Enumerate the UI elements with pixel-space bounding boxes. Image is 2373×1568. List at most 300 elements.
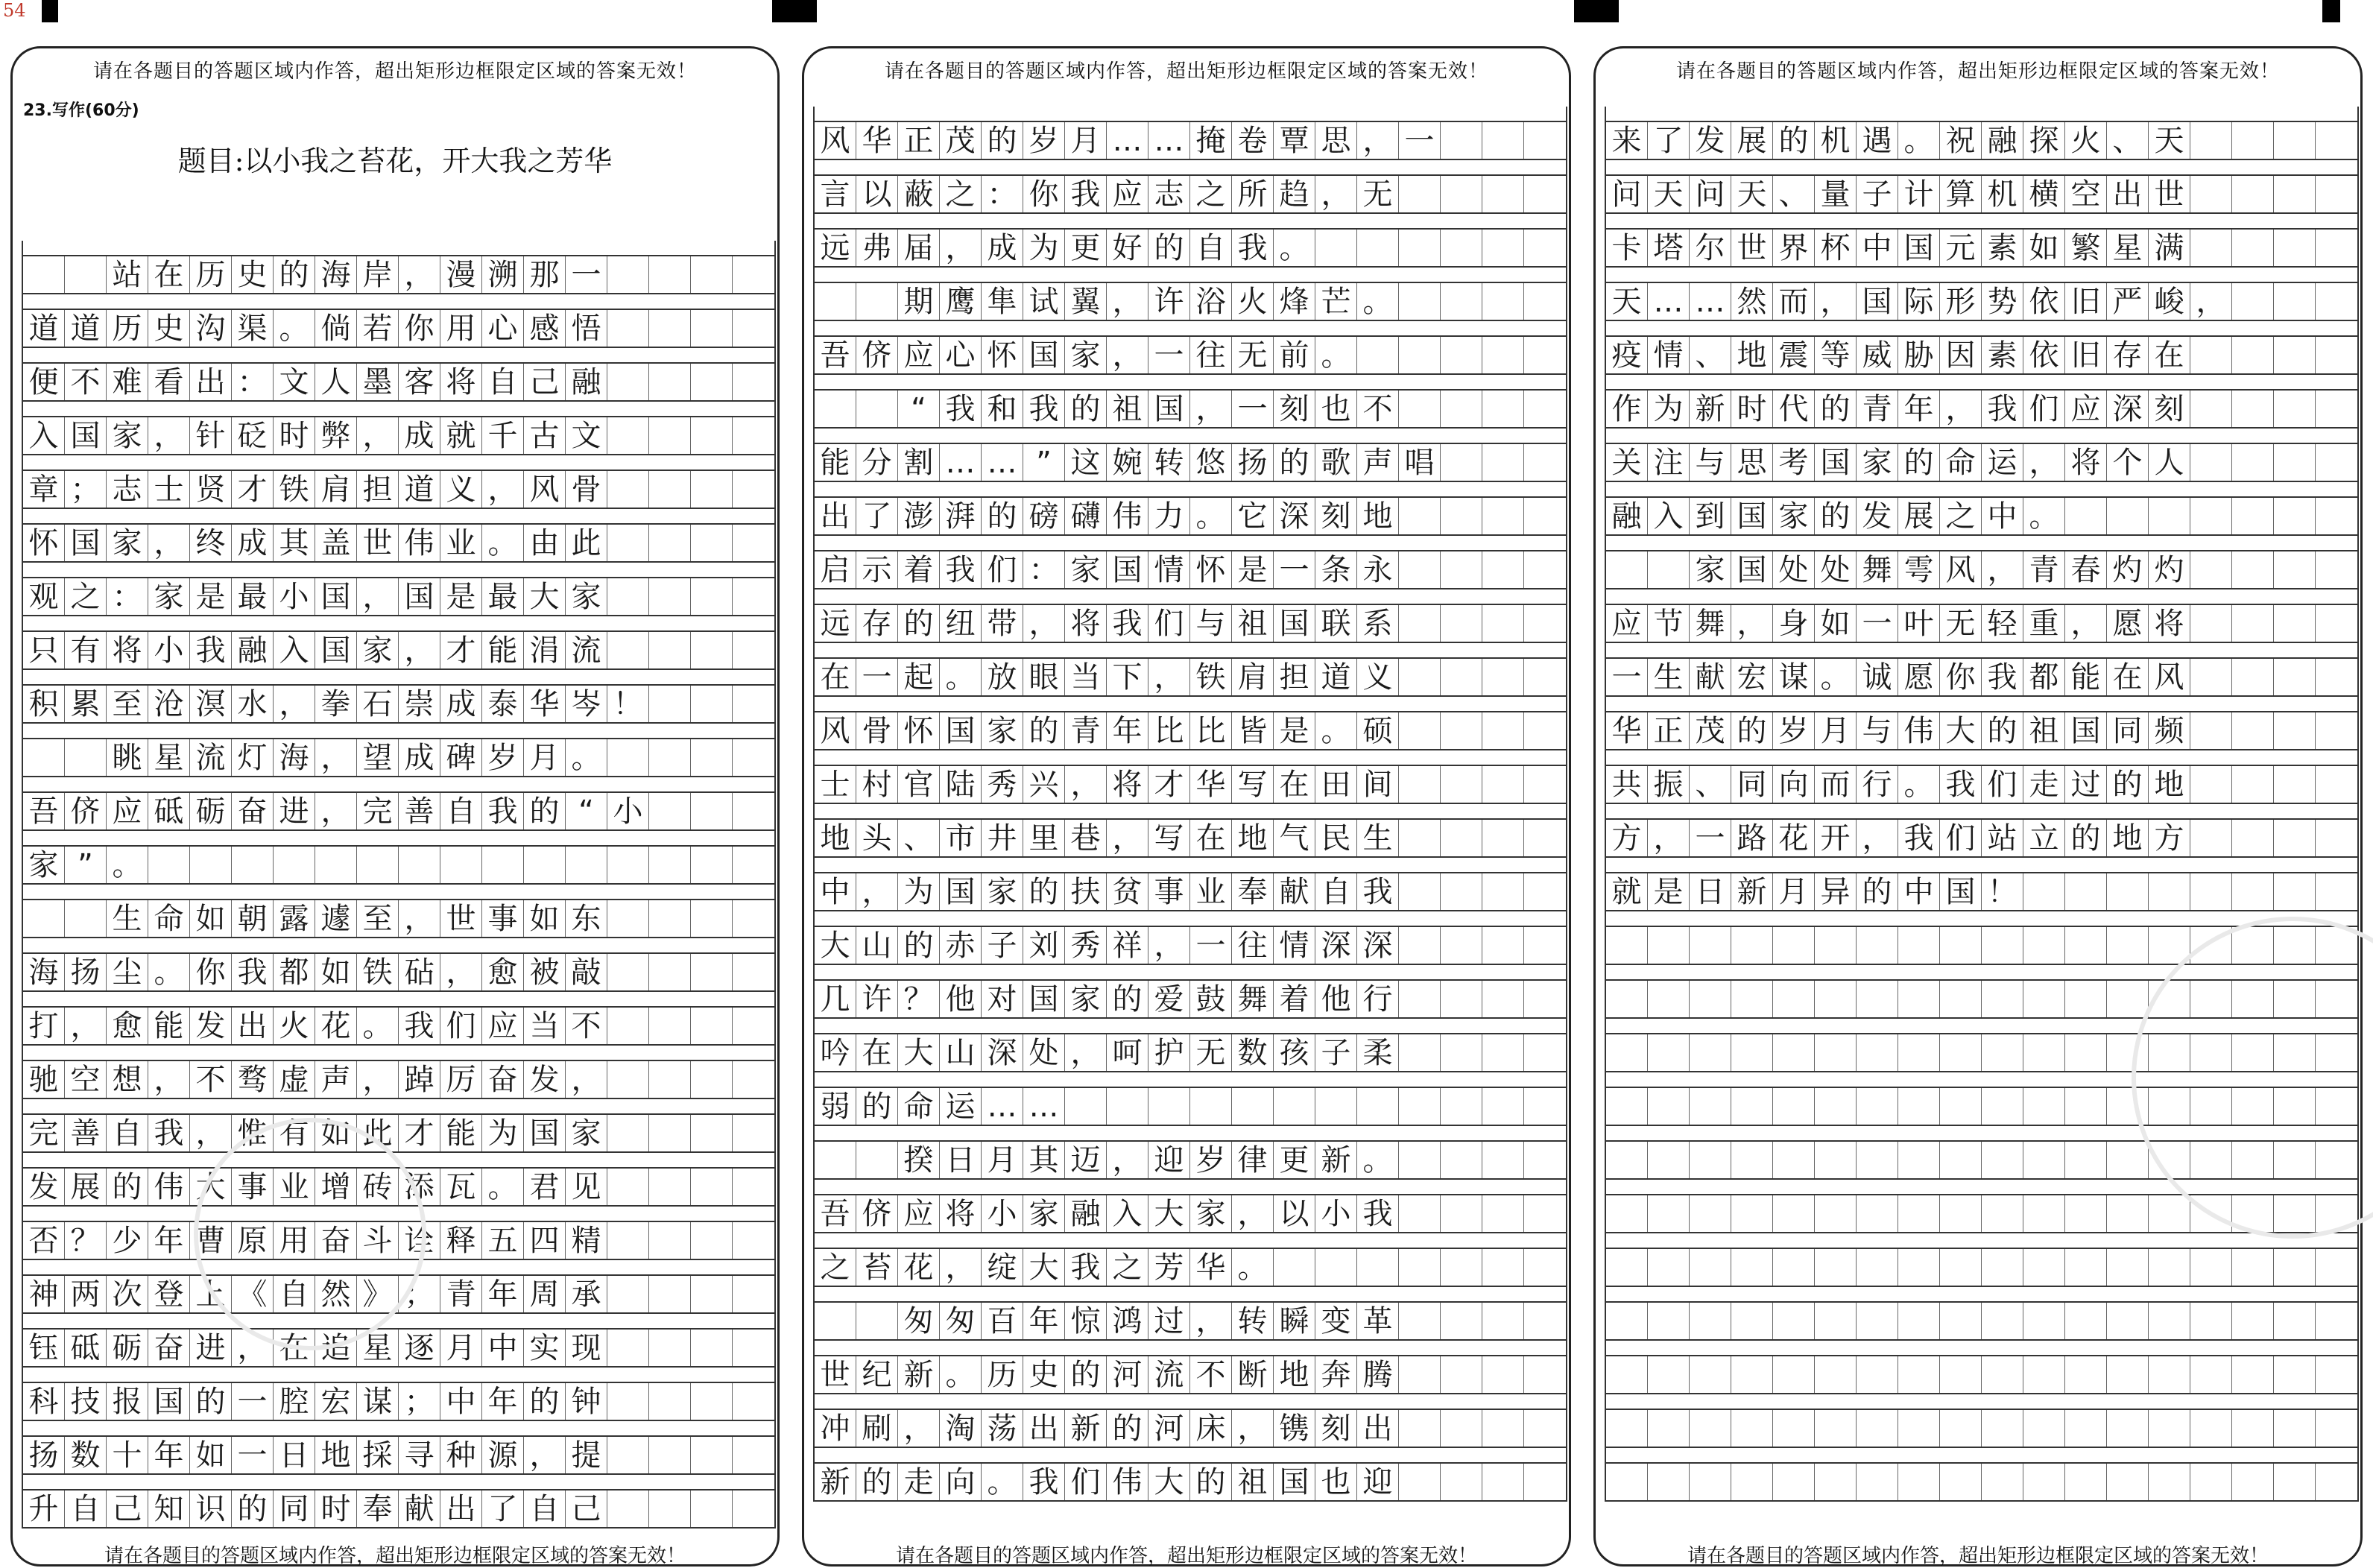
grid-cell: 历	[982, 1356, 1023, 1393]
grid-cell: 如	[315, 1115, 357, 1151]
grid-cell	[2023, 873, 2065, 910]
grid-cell: 驰	[23, 1061, 65, 1098]
grid-cell: 精	[566, 1222, 607, 1259]
grid-cell	[1940, 1142, 1982, 1178]
grid-cell	[566, 847, 607, 883]
grid-cell: 刻	[1315, 498, 1357, 534]
grid-cell: 之	[65, 578, 107, 615]
grid-cell	[65, 256, 107, 293]
grid-cell	[315, 847, 357, 883]
grid-cell: 异	[1815, 873, 1857, 910]
grid-cell: 们	[982, 551, 1023, 588]
grid-cell: 奋	[315, 1222, 357, 1259]
grid-cell: 家	[1065, 337, 1107, 373]
grid-cell	[1982, 1356, 2023, 1393]
grid-cell: 流	[566, 632, 607, 668]
grid-cell	[1982, 981, 2023, 1017]
grid-cell	[691, 686, 733, 722]
grid-cell: 。	[940, 659, 982, 695]
grid-cell: 家	[1065, 981, 1107, 1017]
grid-cell: 深	[2107, 391, 2149, 427]
grid-cell: 。	[1232, 1249, 1274, 1286]
grid-cell: 家	[982, 873, 1023, 910]
grid-cell: 便	[23, 364, 65, 400]
grid-cell: 千	[482, 417, 524, 454]
grid-cell	[1441, 122, 1482, 159]
grid-cell	[1441, 283, 1482, 320]
grid-cell	[2316, 605, 2357, 642]
grid-cell	[1482, 230, 1524, 266]
grid-cell	[1482, 927, 1524, 964]
grid-cell: 採	[357, 1437, 399, 1473]
grid-cell	[1773, 981, 1815, 1017]
grid-cell: 柔	[1357, 1034, 1399, 1071]
grid-cell: 灯	[232, 739, 274, 776]
grid-cell: 井	[982, 820, 1023, 856]
grid-cell: 翼	[1065, 283, 1107, 320]
grid-cell: 月	[524, 739, 566, 776]
grid-cell: 华	[856, 122, 898, 159]
grid-cell: ”	[1023, 444, 1065, 481]
grid-cell	[691, 1330, 733, 1366]
grid-cell	[733, 471, 774, 508]
grid-cell	[2023, 1410, 2065, 1447]
grid-cell: 怀	[1190, 551, 1232, 588]
grid-cell: 世	[1731, 230, 1773, 266]
grid-cell	[2232, 1249, 2274, 1286]
grid-row	[1606, 872, 2357, 911]
grid-cell	[691, 1222, 733, 1259]
grid-cell	[2065, 873, 2107, 910]
grid-cell	[1315, 1088, 1357, 1125]
grid-cell: 不	[65, 364, 107, 400]
grid-cell: 情	[1274, 927, 1315, 964]
grid-cell: 事	[482, 900, 524, 937]
grid-cell: 文	[274, 364, 315, 400]
grid-cell	[733, 954, 774, 990]
grid-cell: ，	[1357, 122, 1399, 159]
grid-cell: 革	[1357, 1303, 1399, 1339]
grid-row	[815, 926, 1566, 965]
grid-cell	[2274, 1088, 2316, 1125]
grid-cell: 一	[566, 256, 607, 293]
grid-cell	[1940, 1303, 1982, 1339]
grid-cell: ，	[1648, 820, 1690, 856]
grid-row	[1606, 496, 2357, 536]
grid-cell	[1399, 712, 1441, 749]
grid-cell: 灼	[2149, 551, 2190, 588]
grid-cell: 们	[2023, 391, 2065, 427]
grid-cell	[1690, 1034, 1731, 1071]
grid-cell: ，	[482, 471, 524, 508]
grid-cell	[1441, 605, 1482, 642]
grid-cell	[23, 256, 65, 293]
grid-cell	[2107, 981, 2149, 1017]
grid-cell: 共	[1606, 766, 1648, 803]
grid-cell	[733, 1276, 774, 1312]
grid-cell	[691, 793, 733, 829]
grid-row	[1606, 1033, 2357, 1072]
grid-cell: 增	[315, 1169, 357, 1205]
grid-cell: 。	[107, 847, 148, 883]
grid-cell	[1524, 659, 1566, 695]
grid-cell: 的	[1857, 873, 1898, 910]
grid-cell	[2190, 444, 2232, 481]
grid-cell: 祥	[1107, 927, 1148, 964]
grid-cell: 写	[1148, 820, 1190, 856]
grid-cell	[1815, 927, 1857, 964]
grid-cell: 在	[856, 1034, 898, 1071]
grid-cell	[1399, 1142, 1441, 1178]
grid-cell	[2023, 1142, 2065, 1178]
grid-cell: 镌	[1274, 1410, 1315, 1447]
grid-cell	[1898, 1303, 1940, 1339]
grid-cell: ，	[148, 525, 190, 561]
grid-cell: 我	[1023, 1464, 1065, 1500]
grid-cell: 地	[1274, 1356, 1315, 1393]
grid-cell: 时	[274, 417, 315, 454]
grid-cell	[2316, 230, 2357, 266]
grid-cell: 升	[23, 1490, 65, 1527]
grid-cell: 风	[1940, 551, 1982, 588]
grid-cell: 完	[23, 1115, 65, 1151]
grid-cell	[2316, 122, 2357, 159]
grid-cell	[1441, 498, 1482, 534]
grid-cell: 世	[2149, 176, 2190, 212]
grid-cell	[1648, 927, 1690, 964]
grid-cell: 素	[1982, 230, 2023, 266]
grid-cell: 被	[524, 954, 566, 990]
grid-cell	[2023, 981, 2065, 1017]
grid-cell	[1982, 927, 2023, 964]
grid-cell	[733, 417, 774, 454]
grid-cell: 往	[1190, 337, 1232, 373]
grid-cell	[2065, 498, 2107, 534]
grid-cell: 头	[856, 820, 898, 856]
grid-cell: 诚	[1857, 659, 1898, 695]
grid-cell	[1524, 551, 1566, 588]
grid-cell: 谋	[357, 1383, 399, 1420]
grid-cell: 登	[148, 1276, 190, 1312]
grid-cell: 探	[2023, 122, 2065, 159]
grid-cell: 小	[982, 1195, 1023, 1232]
grid-cell	[1524, 337, 1566, 373]
grid-cell	[1441, 391, 1482, 427]
grid-cell: 自	[65, 1490, 107, 1527]
grid-cell: 生	[1648, 659, 1690, 695]
grid-cell	[691, 1115, 733, 1151]
grid-cell: 漫	[440, 256, 482, 293]
grid-cell	[1524, 1303, 1566, 1339]
grid-cell: 否	[23, 1222, 65, 1259]
grid-cell: 家	[1857, 444, 1898, 481]
grid-cell: 同	[1731, 766, 1773, 803]
grid-cell: 道	[399, 471, 440, 508]
grid-cell: 前	[1274, 337, 1315, 373]
grid-row	[23, 1221, 774, 1260]
grid-cell	[1731, 1195, 1773, 1232]
grid-cell: 的	[1815, 391, 1857, 427]
grid-cell	[2316, 820, 2357, 856]
grid-cell	[2274, 498, 2316, 534]
grid-cell: 界	[1773, 230, 1815, 266]
grid-cell: 时	[315, 1490, 357, 1527]
grid-cell: 积	[23, 686, 65, 722]
grid-cell: ；	[399, 1276, 440, 1312]
grid-cell: 写	[1232, 766, 1274, 803]
grid-cell: 更	[1065, 230, 1107, 266]
grid-cell	[2232, 337, 2274, 373]
grid-cell: 入	[274, 632, 315, 668]
grid-row	[23, 1274, 774, 1314]
grid-cell: 我	[940, 551, 982, 588]
grid-cell: 才	[440, 632, 482, 668]
grid-cell: 实	[524, 1330, 566, 1366]
grid-cell: 家	[1190, 1195, 1232, 1232]
grid-cell: 的	[524, 1383, 566, 1420]
grid-cell	[2274, 1410, 2316, 1447]
grid-cell: 命	[1940, 444, 1982, 481]
grid-row	[1606, 818, 2357, 858]
grid-cell	[2274, 766, 2316, 803]
grid-cell: 世	[440, 900, 482, 937]
grid-cell: 识	[190, 1490, 232, 1527]
grid-cell	[607, 471, 649, 508]
answer-panel-2	[802, 46, 1571, 1567]
grid-row	[1606, 1087, 2357, 1126]
grid-row	[1606, 1355, 2357, 1394]
grid-cell	[607, 256, 649, 293]
grid-cell: 至	[357, 900, 399, 937]
grid-cell	[2274, 1464, 2316, 1500]
grid-cell	[1524, 873, 1566, 910]
grid-cell: 砺	[107, 1330, 148, 1366]
grid-cell	[1441, 712, 1482, 749]
grid-row	[1606, 174, 2357, 214]
grid-cell	[1690, 1356, 1731, 1393]
grid-cell	[2190, 1088, 2232, 1125]
grid-cell: ，	[1023, 605, 1065, 642]
grid-cell	[399, 847, 440, 883]
grid-cell	[2274, 176, 2316, 212]
grid-cell	[1524, 981, 1566, 1017]
grid-cell	[1399, 873, 1441, 910]
grid-row	[1606, 1248, 2357, 1287]
grid-cell	[1399, 337, 1441, 373]
grid-cell: 只	[23, 632, 65, 668]
grid-cell	[274, 847, 315, 883]
grid-cell: 如	[524, 900, 566, 937]
grid-cell	[649, 954, 691, 990]
grid-cell	[1690, 1088, 1731, 1125]
grid-cell: 天	[1648, 176, 1690, 212]
grid-cell: 命	[898, 1088, 940, 1125]
grid-cell: 弱	[815, 1088, 856, 1125]
grid-cell: 华	[1190, 1249, 1232, 1286]
grid-cell	[1441, 1142, 1482, 1178]
grid-cell	[1940, 981, 1982, 1017]
grid-cell	[691, 417, 733, 454]
grid-cell: 周	[524, 1276, 566, 1312]
grid-cell	[691, 471, 733, 508]
grid-cell: 海	[315, 256, 357, 293]
grid-cell: 人	[2149, 444, 2190, 481]
grid-cell	[2190, 1464, 2232, 1500]
grid-row	[815, 174, 1566, 214]
grid-cell	[2023, 927, 2065, 964]
grid-cell: 力	[1148, 498, 1190, 534]
grid-cell	[1399, 1303, 1441, 1339]
grid-cell	[1731, 1410, 1773, 1447]
grid-cell: 是	[440, 578, 482, 615]
grid-cell	[1731, 1249, 1773, 1286]
grid-cell	[691, 1276, 733, 1312]
grid-cell: 无	[1190, 1034, 1232, 1071]
grid-cell	[607, 417, 649, 454]
grid-row	[815, 657, 1566, 697]
grid-cell: 。	[1898, 766, 1940, 803]
grid-cell: 砥	[65, 1330, 107, 1366]
grid-cell	[1482, 1464, 1524, 1500]
grid-row	[23, 255, 774, 294]
grid-cell: 地	[2149, 766, 2190, 803]
grid-cell	[2065, 1034, 2107, 1071]
grid-cell	[1482, 659, 1524, 695]
grid-row	[815, 711, 1566, 750]
grid-cell: 十	[107, 1437, 148, 1473]
grid-cell: 追	[315, 1330, 357, 1366]
grid-cell: 元	[1940, 230, 1982, 266]
grid-cell: 其	[274, 525, 315, 561]
grid-cell: 砖	[357, 1169, 399, 1205]
grid-cell: 运	[940, 1088, 982, 1125]
grid-cell	[1524, 927, 1566, 964]
grid-cell: 为	[898, 873, 940, 910]
grid-cell: 走	[2023, 766, 2065, 803]
grid-cell	[1857, 927, 1898, 964]
grid-cell: 更	[1274, 1142, 1315, 1178]
grid-cell	[2232, 444, 2274, 481]
grid-cell: 许	[856, 981, 898, 1017]
grid-cell	[1441, 230, 1482, 266]
grid-cell	[1731, 1034, 1773, 1071]
grid-cell: 入	[23, 417, 65, 454]
grid-cell	[1482, 1088, 1524, 1125]
grid-cell	[2065, 981, 2107, 1017]
grid-cell: 。	[148, 954, 190, 990]
grid-cell: 蔽	[898, 176, 940, 212]
grid-row	[23, 1167, 774, 1207]
grid-cell: 奋	[232, 793, 274, 829]
grid-cell: 士	[148, 471, 190, 508]
grid-cell	[733, 1330, 774, 1366]
grid-cell	[691, 310, 733, 347]
grid-cell: 融	[1065, 1195, 1107, 1232]
grid-cell: 家	[357, 632, 399, 668]
grid-cell: 身	[1773, 605, 1815, 642]
grid-cell	[733, 525, 774, 561]
grid-cell: 家	[148, 578, 190, 615]
grid-cell: 祖	[1232, 1464, 1274, 1500]
grid-cell: ，	[940, 230, 982, 266]
grid-cell: 是	[1232, 551, 1274, 588]
grid-cell: 依	[2023, 283, 2065, 320]
grid-cell: ，	[524, 1437, 566, 1473]
grid-cell	[1441, 1410, 1482, 1447]
grid-cell: 两	[65, 1276, 107, 1312]
grid-cell: 应	[1107, 176, 1148, 212]
grid-cell: 。	[1357, 1142, 1399, 1178]
grid-cell	[2190, 659, 2232, 695]
grid-cell	[1482, 1249, 1524, 1286]
grid-cell	[1773, 1464, 1815, 1500]
grid-row	[815, 1087, 1566, 1126]
grid-cell: 叶	[1898, 605, 1940, 642]
grid-cell	[1482, 1034, 1524, 1071]
grid-cell	[2190, 1142, 2232, 1178]
grid-cell: 如	[1815, 605, 1857, 642]
grid-cell	[1524, 1356, 1566, 1393]
grid-cell: 打	[23, 1008, 65, 1044]
grid-cell: 注	[1648, 444, 1690, 481]
grid-cell: 盖	[315, 525, 357, 561]
grid-cell: 迎	[1148, 1142, 1190, 1178]
grid-cell: 深	[1274, 498, 1315, 534]
grid-cell	[2274, 1356, 2316, 1393]
grid-cell: 覃	[1274, 122, 1315, 159]
grid-cell	[1399, 1034, 1441, 1071]
grid-cell: 巷	[1065, 820, 1107, 856]
grid-cell: 小	[274, 578, 315, 615]
grid-cell: 而	[1815, 766, 1857, 803]
grid-cell: ，	[232, 1330, 274, 1366]
grid-cell: 中	[440, 1383, 482, 1420]
grid-cell	[607, 1169, 649, 1205]
grid-cell	[1399, 230, 1441, 266]
grid-cell: ，	[1232, 1195, 1274, 1232]
grid-cell	[1815, 981, 1857, 1017]
grid-cell: 海	[274, 739, 315, 776]
grid-cell	[1482, 873, 1524, 910]
grid-cell: 孩	[1274, 1034, 1315, 1071]
grid-cell: 将	[1065, 605, 1107, 642]
grid-cell	[1648, 1088, 1690, 1125]
grid-cell: 。	[482, 525, 524, 561]
grid-cell: 以	[856, 176, 898, 212]
grid-cell	[2274, 1142, 2316, 1178]
grid-cell	[2107, 1249, 2149, 1286]
grid-cell: …	[1023, 1088, 1065, 1125]
grid-cell: 生	[1357, 820, 1399, 856]
grid-cell	[1441, 927, 1482, 964]
grid-cell: 床	[1190, 1410, 1232, 1447]
grid-row	[1606, 1462, 2357, 1502]
grid-cell	[733, 310, 774, 347]
grid-cell	[1815, 1356, 1857, 1393]
grid-cell: 百	[982, 1303, 1023, 1339]
grid-cell	[2107, 1303, 2149, 1339]
grid-cell: 国	[2065, 712, 2107, 749]
grid-cell	[524, 847, 566, 883]
grid-cell: 历	[190, 256, 232, 293]
grid-cell: 碑	[440, 739, 482, 776]
grid-cell	[1648, 1356, 1690, 1393]
grid-cell	[1815, 1195, 1857, 1232]
grid-cell	[2149, 1303, 2190, 1339]
grid-cell: 情	[1148, 551, 1190, 588]
grid-cell	[1524, 766, 1566, 803]
grid-cell	[649, 1330, 691, 1366]
